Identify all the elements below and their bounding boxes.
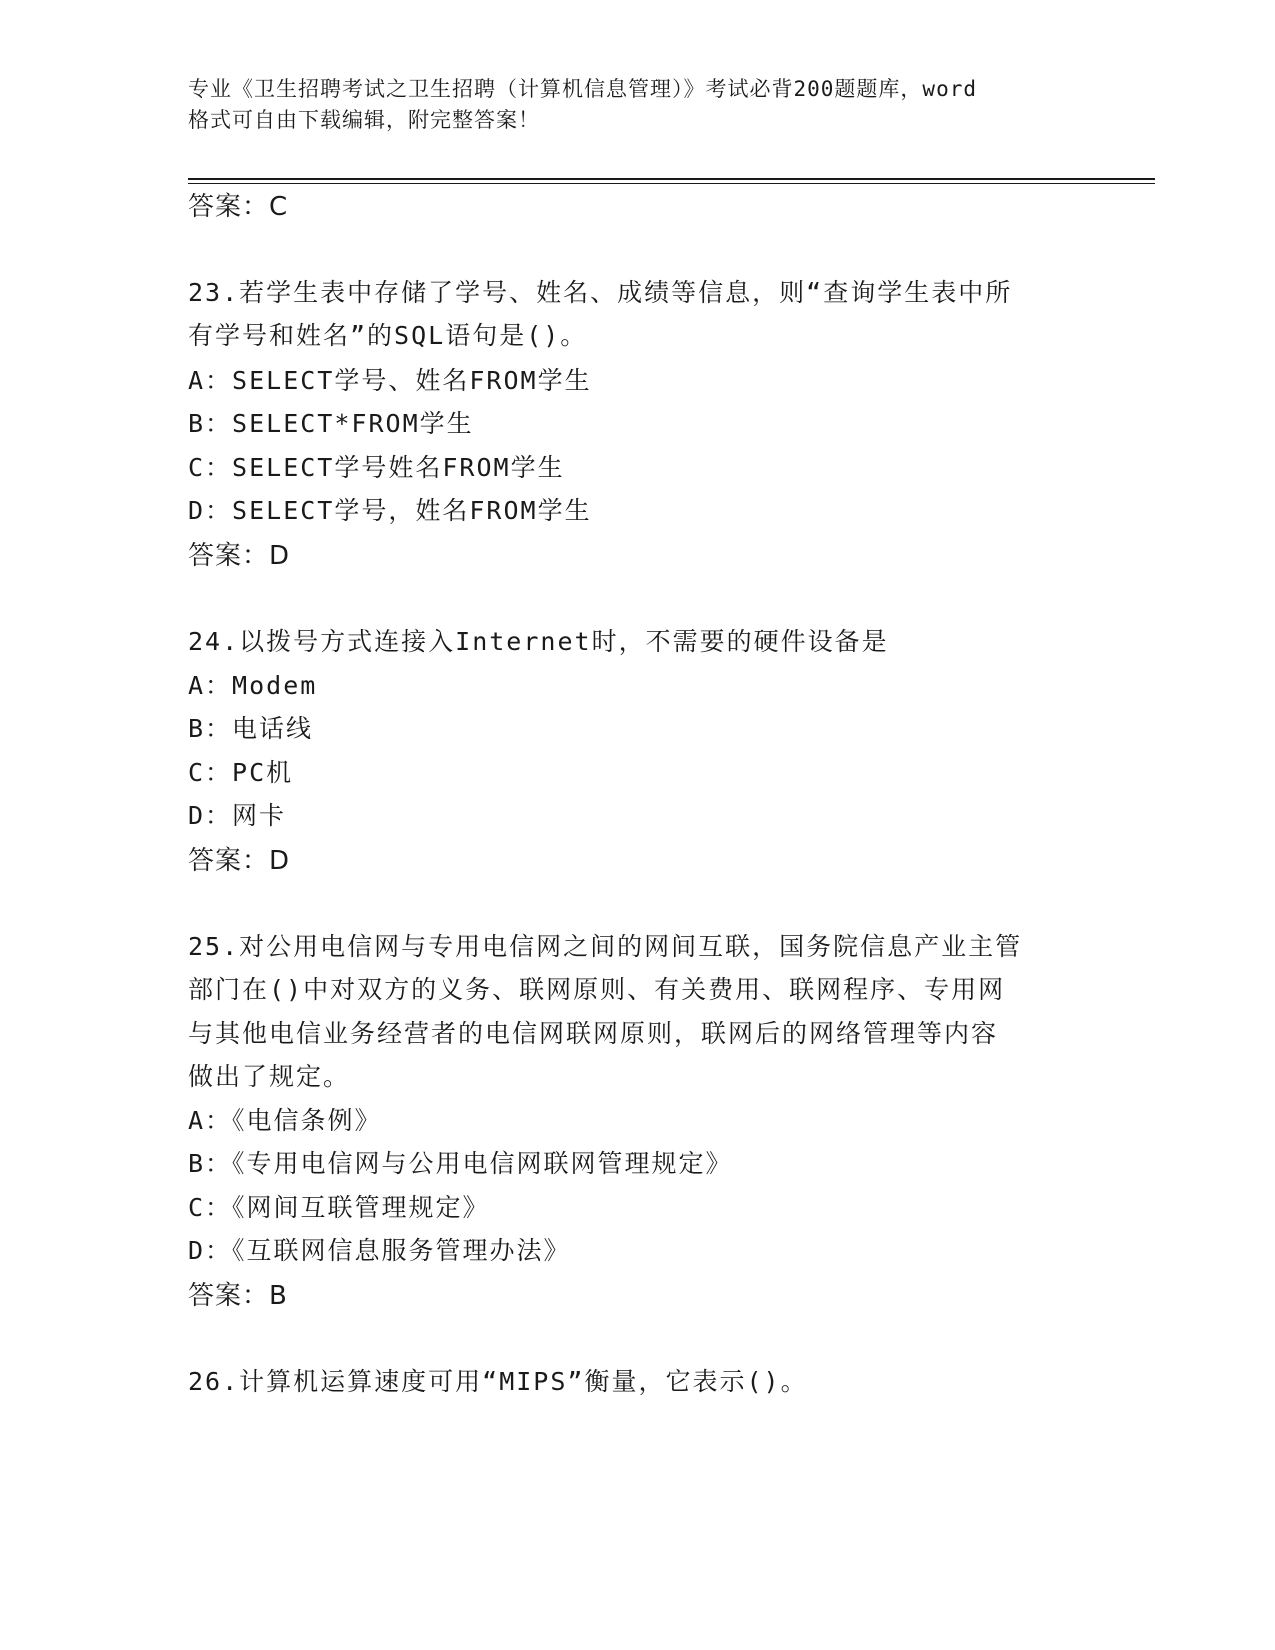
q25-option-b: B：《专用电信网与公用电信网联网管理规定》 [188,1149,733,1178]
q25-stem-line-2: 部门在()中对双方的义务、联网原则、有关费用、联网程序、专用网 [188,975,1006,1004]
q24-option-b: B：电话线 [188,714,314,743]
header-line-1: 专业《卫生招聘考试之卫生招聘（计算机信息管理）》考试必背200题题库，word [188,77,977,101]
q25-answer: 答案：B [188,1281,288,1311]
q25-option-c: C：《网间互联管理规定》 [188,1193,490,1222]
q23-option-a: A：SELECT学号、姓名FROM学生 [188,366,592,395]
q24-answer: 答案：D [188,846,291,876]
q25-stem-line-3: 与其他电信业务经营者的电信网联网原则，联网后的网络管理等内容 [188,1019,999,1048]
answer-prev: 答案：C [188,192,289,222]
q24-option-a: A：Modem [188,671,318,700]
q26-stem-line-1: 26.计算机运算速度可用“MIPS”衡量，它表示()。 [188,1367,808,1396]
q23-stem-line-2: 有学号和姓名”的SQL语句是()。 [188,321,588,350]
q24-option-d: D：网卡 [188,801,287,830]
q25-stem-line-1: 25.对公用电信网与专用电信网之间的网间互联，国务院信息产业主管 [188,932,1023,961]
header-rule-thin [188,183,1155,184]
q23-stem-line-1: 23.若学生表中存储了学号、姓名、成绩等信息，则“查询学生表中所 [188,278,1013,307]
header-line-2: 格式可自由下载编辑，附完整答案！ [188,108,540,132]
q25-stem-line-4: 做出了规定。 [188,1062,351,1091]
q25-option-d: D：《互联网信息服务管理办法》 [188,1236,571,1265]
q24-option-c: C：PC机 [188,758,294,787]
header-rule-thick [188,178,1155,180]
q24-stem-line-1: 24.以拨号方式连接入Internet时，不需要的硬件设备是 [188,627,889,656]
q25-option-a: A：《电信条例》 [188,1106,382,1135]
q23-option-c: C：SELECT学号姓名FROM学生 [188,453,565,482]
q23-answer: 答案：D [188,541,291,571]
document-header [188,74,1088,136]
q23-option-d: D：SELECT学号，姓名FROM学生 [188,496,592,525]
q23-option-b: B：SELECT*FROM学生 [188,409,474,438]
